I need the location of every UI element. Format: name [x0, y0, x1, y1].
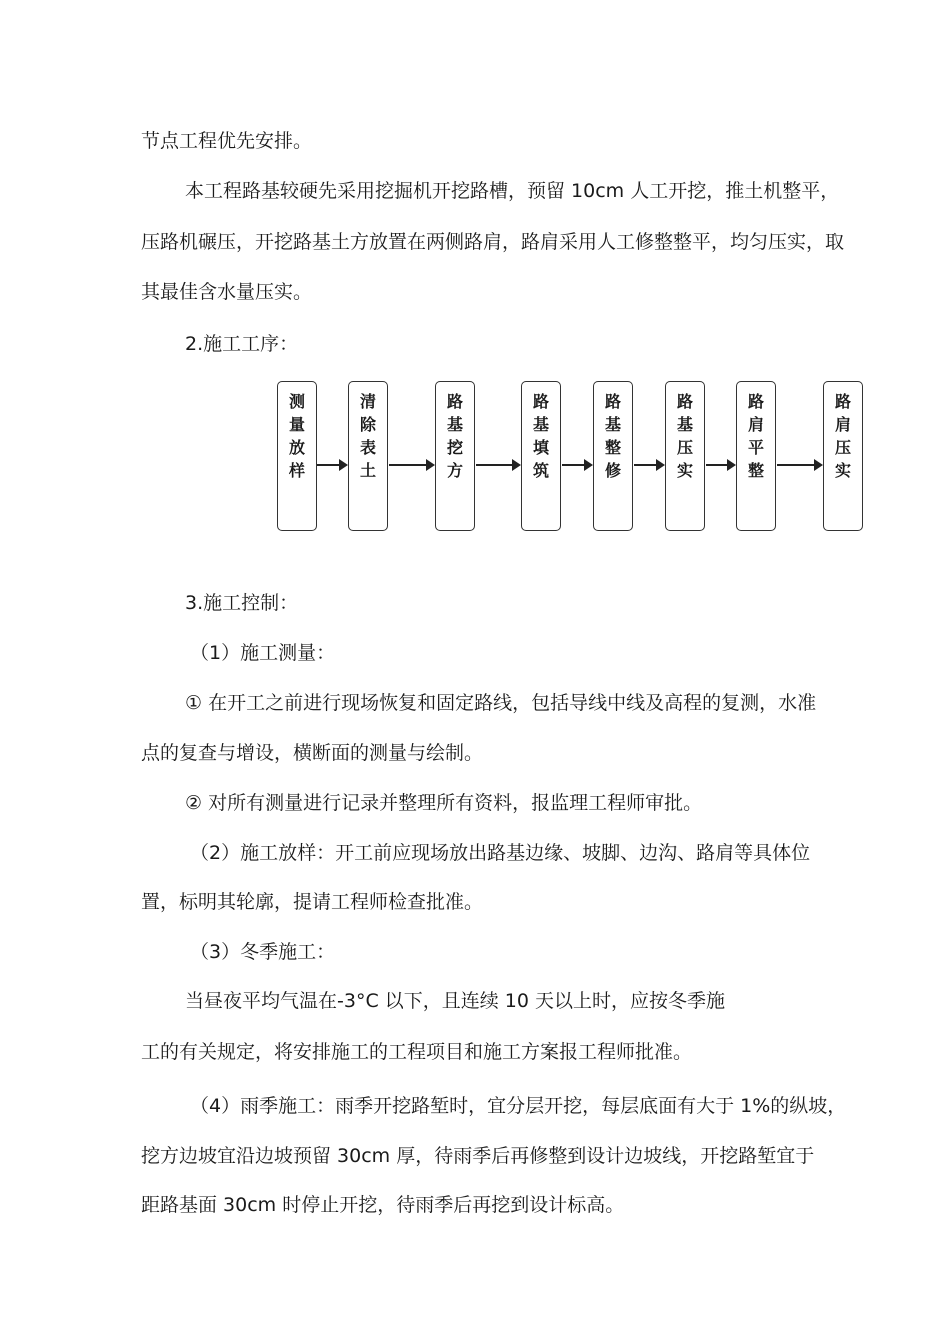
paragraph-line: 当昼夜平均气温在-3°C 以下，且连续 10 天以上时，应按冬季施: [185, 990, 726, 1012]
paragraph-line: 挖方边坡宜沿边坡预留 30cm 厚，待雨季后再修整到设计边坡线，开挖路堑宜于: [141, 1145, 815, 1167]
paragraph-line: ① 在开工之前进行现场恢复和固定路线，包括导线中线及高程的复测，水准: [185, 692, 817, 714]
flow-arrow: [317, 464, 346, 466]
paragraph-line: ② 对所有测量进行记录并整理所有资料，报监理工程师审批。: [185, 792, 703, 814]
paragraph-line: 点的复查与增设，横断面的测量与绘制。: [141, 742, 484, 764]
flow-step-shoulder-compaction: 路 肩 压 实: [823, 381, 863, 531]
flow-arrow: [634, 464, 663, 466]
flow-arrow: [562, 464, 591, 466]
subsection-heading: （3）冬季施工：: [190, 941, 336, 963]
paragraph-line: 置，标明其轮廓，提请工程师检查批准。: [141, 891, 484, 913]
paragraph-line: 工的有关规定，将安排施工的工程项目和施工方案报工程师批准。: [141, 1041, 693, 1063]
flow-step-compaction: 路 基 压 实: [665, 381, 705, 531]
paragraph-line: 其最佳含水量压实。: [141, 281, 313, 303]
flow-arrow: [476, 464, 519, 466]
paragraph-line: 节点工程优先安排。: [141, 130, 313, 152]
flow-step-shoulder-leveling: 路 肩 平 整: [736, 381, 776, 531]
paragraph-line: 压路机碾压，开挖路基土方放置在两侧路肩，路肩采用人工修整整平，均匀压实，取: [141, 231, 845, 253]
paragraph-line: 本工程路基较硬先采用挖掘机开挖路槽，预留 10cm 人工开挖，推土机整平，: [185, 180, 840, 202]
subsection-heading: （1）施工测量：: [190, 642, 336, 664]
flow-arrow: [389, 464, 433, 466]
flow-arrow: [777, 464, 821, 466]
paragraph-line: 距路基面 30cm 时停止开挖，待雨季后再挖到设计标高。: [141, 1194, 625, 1216]
paragraph-line: （4）雨季施工：雨季开挖路堑时，宜分层开挖，每层底面有大于 1%的纵坡，: [190, 1095, 847, 1117]
flow-step-trimming: 路 基 整 修: [593, 381, 633, 531]
flow-step-filling: 路 基 填 筑: [521, 381, 561, 531]
paragraph-line: （2）施工放样：开工前应现场放出路基边缘、坡脚、边沟、路肩等具体位: [190, 842, 811, 864]
section-heading: 2.施工工序：: [185, 333, 299, 355]
section-heading: 3.施工控制：: [185, 592, 299, 614]
flow-step-clear-topsoil: 清 除 表 土: [348, 381, 388, 531]
flow-step-excavation: 路 基 挖 方: [435, 381, 475, 531]
flow-step-survey: 测 量 放 样: [277, 381, 317, 531]
flow-arrow: [706, 464, 734, 466]
